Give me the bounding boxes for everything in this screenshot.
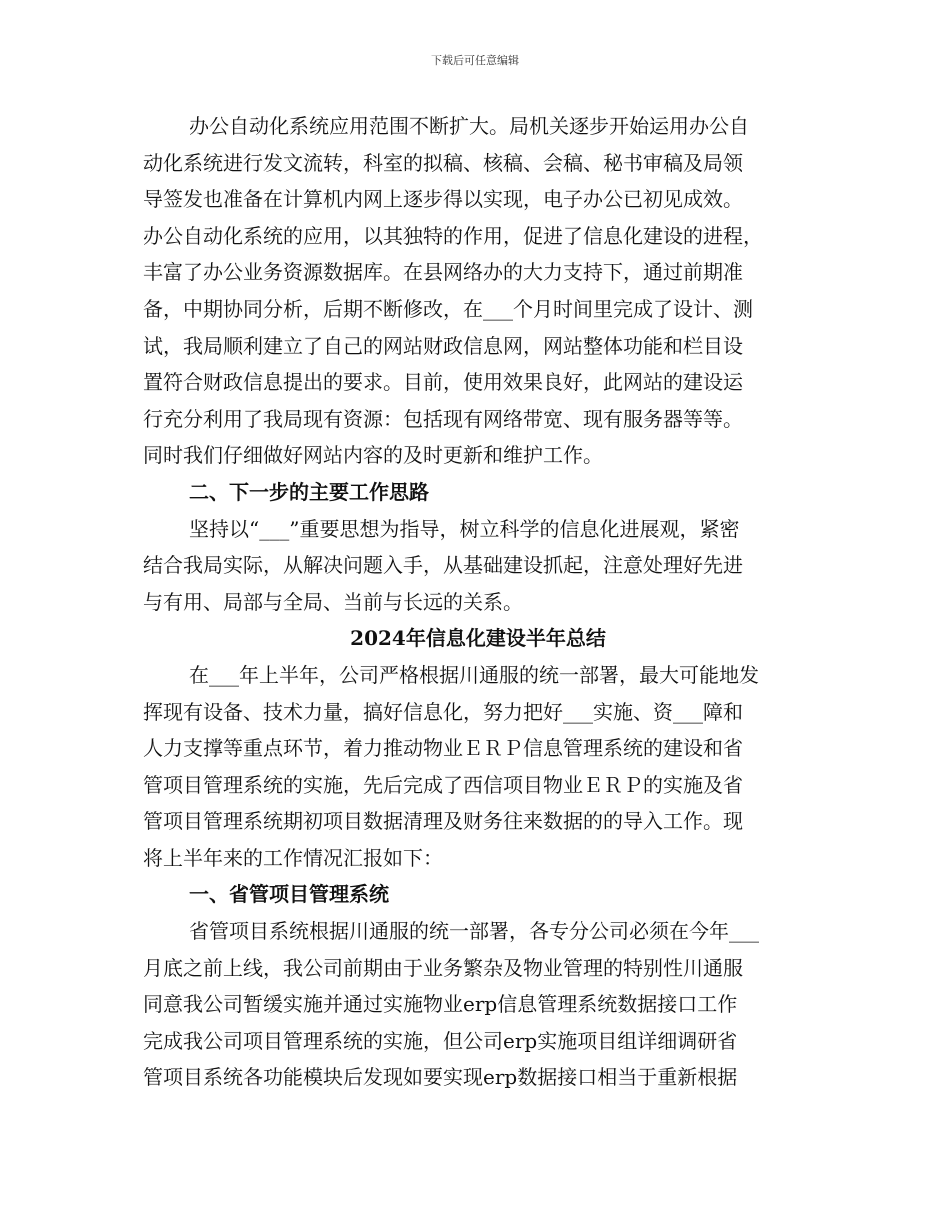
paragraph-line: 坚持以“___”重要思想为指导，树立科学的信息化进展观，紧密 [189, 516, 740, 541]
paragraph-line: 试，我局顺利建立了自己的网站财政信息网，网站整体功能和栏目设 [143, 333, 743, 358]
paragraph-line: 月底之前上线，我公司前期由于业务繁杂及物业管理的特别性川通服 [143, 955, 743, 980]
paragraph-line: 管项目系统各功能模块后发现如要实现erp数据接口相当于重新根据 [143, 1065, 738, 1090]
paragraph-line: 导签发也准备在计算机内网上逐步得以实现，电子办公已初见成效。 [143, 187, 743, 212]
paragraph-line: 置符合财政信息提出的要求。目前，使用效果良好，此网站的建设运 [143, 370, 743, 395]
paragraph-line: 结合我局实际，从解决问题入手，从基础建设抓起，注意处理好先进 [143, 553, 743, 578]
paragraph-line: 动化系统进行发文流转，科室的拟稿、核稿、会稿、秘书审稿及局领 [143, 150, 743, 175]
paragraph-line: 与有用、局部与全局、当前与长远的关系。 [143, 589, 523, 614]
paragraph-line: 管项目管理系统的实施，先后完成了西信项目物业ＥＲＰ的实施及省 [143, 772, 743, 797]
paragraph-line: 丰富了办公业务资源数据库。在县网络办的大力支持下，通过前期准 [143, 260, 743, 285]
page-header-note: 下载后可任意编辑 [431, 54, 519, 67]
paragraph-line: 办公自动化系统应用范围不断扩大。局机关逐步开始运用办公自 [189, 114, 749, 138]
paragraph-line: 将上半年来的工作情况汇报如下： [143, 845, 443, 870]
section-heading: 二、下一步的主要工作思路 [189, 479, 429, 504]
paragraph-line: 备，中期协同分析，后期不断修改，在___个月时间里完成了设计、测 [143, 296, 753, 321]
paragraph-line: 挥现有设备、技术力量，搞好信息化，努力把好___实施、资___障和 [143, 699, 743, 724]
paragraph-line: 同意我公司暂缓实施并通过实施物业erp信息管理系统数据接口工作 [143, 992, 738, 1017]
paragraph-line: 完成我公司项目管理系统的实施，但公司erp实施项目组详细调研省 [143, 1028, 738, 1053]
paragraph-line: 人力支撑等重点环节，着力推动物业ＥＲＰ信息管理系统的建设和省 [143, 736, 743, 761]
paragraph-line: 同时我们仔细做好网站内容的及时更新和维护工作。 [143, 443, 603, 468]
paragraph-line: 办公自动化系统的应用，以其独特的作用，促进了信息化建设的进程， [143, 223, 763, 248]
section-heading: 一、省管项目管理系统 [189, 882, 389, 907]
paragraph-line: 管项目管理系统期初项目数据清理及财务往来数据的的导入工作。现 [143, 809, 743, 834]
paragraph-line: 行充分利用了我局现有资源：包括现有网络带宽、现有服务器等等。 [143, 406, 743, 431]
document-body [143, 108, 813, 1096]
document-title: 2024年信息化建设半年总结 [350, 626, 606, 651]
paragraph-line: 省管项目系统根据川通服的统一部署，各专分公司必须在今年___ [189, 919, 759, 944]
paragraph-line: 在___年上半年，公司严格根据川通服的统一部署，最大可能地发 [189, 662, 759, 687]
